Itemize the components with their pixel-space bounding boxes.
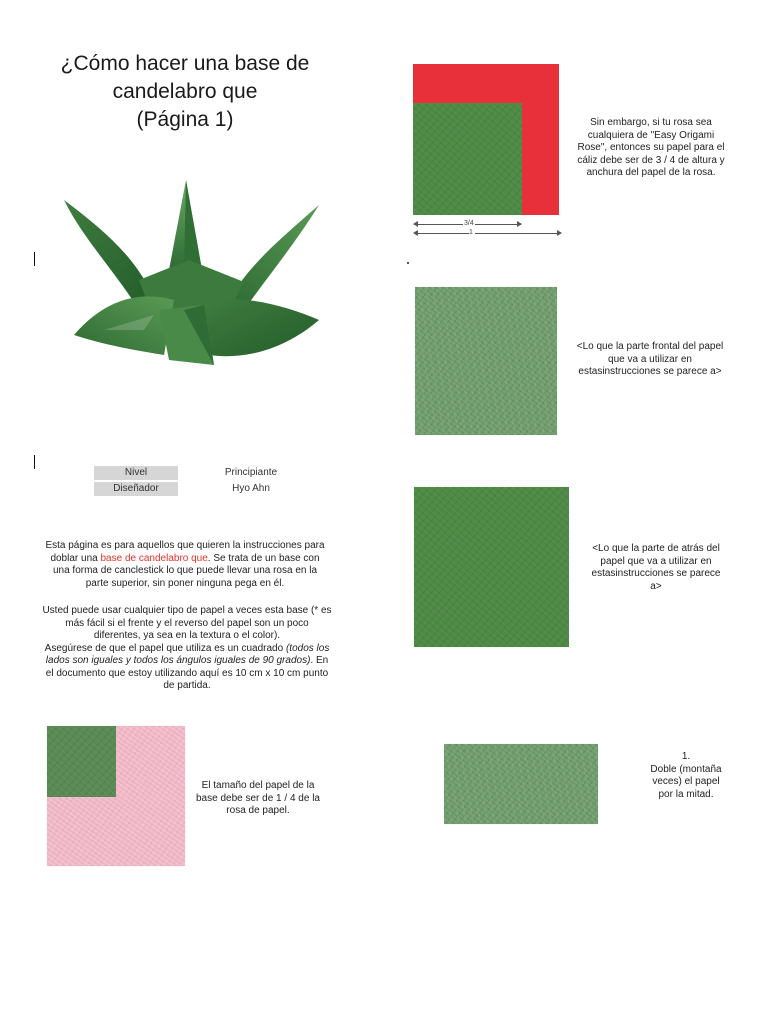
level-value: Principiante	[224, 467, 278, 478]
green-quarter-paper	[47, 726, 116, 797]
intro-paragraph	[44, 540, 326, 590]
paper-note-paragraph	[42, 605, 332, 693]
intro-text-before: Esta página es para aquellos que quieren la instrucciones para doblar una	[45, 540, 325, 564]
arrowhead-left-icon	[413, 221, 418, 227]
green-calyx-paper	[413, 103, 522, 215]
paper-note-part1: Usted puede usar cualquier tipo de papel a veces esta base (* es más fácil si el frente y el reverso del papel son un poco diferentes, ya sea en la textura o el color).	[42, 605, 332, 641]
info-row-designer	[94, 481, 306, 496]
size-note: El tamaño del papel de la base debe ser de 1 / 4 de la rosa de papel.	[196, 780, 320, 816]
one-label: 1	[469, 229, 473, 236]
title-line-2: candelabro que	[112, 80, 258, 103]
paper-note-part2: Asegúrese de que el papel que utiliza es un cuadrado	[44, 642, 286, 654]
designer-value: Hyo Ahn	[232, 483, 270, 494]
step1-instruction	[644, 751, 728, 801]
step1-number: 1.	[681, 751, 691, 762]
title-line-3: (Página 1)	[136, 108, 234, 131]
arrowhead-right-icon	[557, 230, 562, 236]
back-note: <Lo que la parte de atrás del papel que va a utilizar en estasinstrucciones se parece a>	[591, 543, 721, 592]
sin-embargo-note: Sin embargo, si tu rosa sea cualquiera de "Easy Origami Rose", entonces su papel para el cáliz debe ser de 3 / 4 de altura y anchura del papel de la rosa.	[577, 117, 725, 178]
title-line-1: ¿Cómo hacer una base de	[60, 52, 310, 75]
candlestick-base-link[interactable]: base de candelabro que	[100, 552, 208, 564]
level-label: Nivel	[94, 466, 178, 480]
designer-label: Diseñador	[94, 482, 178, 496]
step1-folded-paper	[444, 744, 598, 824]
step1-text: Doble (montaña veces) el papel por la mitad.	[650, 763, 722, 800]
text-caret	[34, 455, 35, 469]
front-paper-texture	[415, 287, 557, 435]
three-quarter-label: 3/4	[464, 220, 474, 227]
paper-note-italic: (todos los lados son iguales y todos los ángulos iguales de 90 grados)	[45, 642, 330, 666]
paper-note-part3: . En el documento que estoy utilizando aquí es 10 cm x 10 cm punto de partida.	[45, 655, 329, 691]
text-caret	[34, 252, 35, 266]
page-title	[40, 50, 330, 134]
info-table	[94, 465, 306, 497]
candlestick-base-photo	[44, 160, 334, 385]
front-note: <Lo que la parte frontal del papel que va a utilizar en estasinstrucciones se parece a>	[576, 341, 724, 377]
arrowhead-right-icon	[517, 221, 522, 227]
dimension-arrows	[413, 218, 563, 240]
info-row-level	[94, 465, 306, 480]
intro-text-after: . Se trata de un base con una forma de canclestick lo que puede llevar una rosa en la parte superior, sin poner ninguna pega en él.	[52, 552, 320, 589]
stray-dot	[407, 262, 409, 264]
arrowhead-left-icon	[413, 230, 418, 236]
back-paper-texture	[414, 487, 569, 647]
